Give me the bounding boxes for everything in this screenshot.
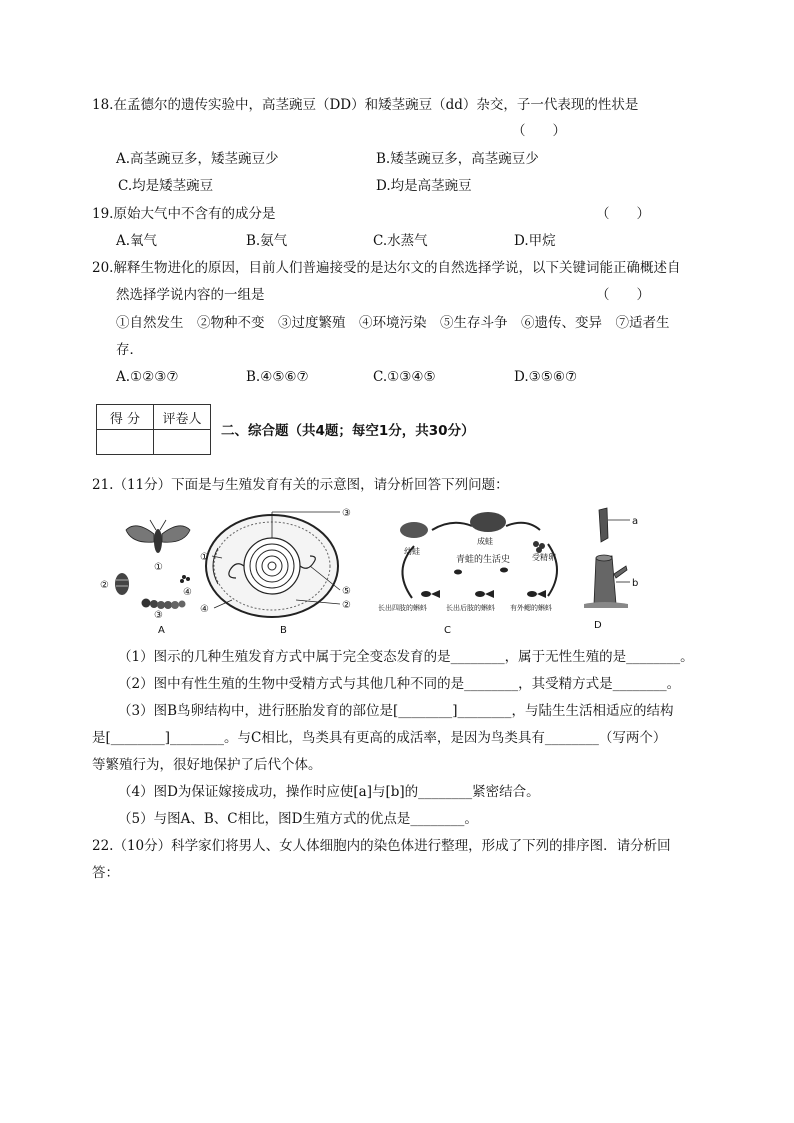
q18-option-b: B.矮茎豌豆多，高茎豌豆少 <box>376 151 539 167</box>
score-cell[interactable] <box>97 430 154 455</box>
q21-part-4: （4）图D为保证嫁接成功，操作时应使[a]与[b]的________紧密结合。 <box>118 784 540 800</box>
q18-option-d: D.均是高茎豌豆 <box>376 178 472 194</box>
grader-label: 评卷人 <box>154 405 211 430</box>
fig-b-num-2: ② <box>342 600 351 611</box>
fig-b-num-1: ① <box>200 552 209 563</box>
q20-option-d: D.③⑤⑥⑦ <box>514 369 578 385</box>
fig-c-young-frog: 幼蛙 <box>404 547 420 556</box>
fig-c-cycle-title: 青蛙的生活史 <box>456 555 511 565</box>
figure-b-bird-egg <box>200 508 351 636</box>
fig-b-num-3: ③ <box>342 508 351 519</box>
fig-a-num-3: ③ <box>154 610 163 621</box>
fig-c-tadpole-gill: 有外鳃的蝌蚪 <box>510 604 552 612</box>
fig-a-num-2: ② <box>100 580 109 591</box>
q20-answer-bracket: （ ） <box>596 287 650 303</box>
fig-d-label-a: a <box>632 516 639 527</box>
figure-d-grafting <box>584 508 638 631</box>
fig-a-num-4: ④ <box>183 587 192 598</box>
q21-part-1: （1）图示的几种生殖发育方式中属于完全变态发育的是________，属于无性生殖的是________。 <box>118 649 694 665</box>
fig-b-num-5: ⑤ <box>342 586 351 597</box>
q22-stem-line2: 答： <box>92 865 119 881</box>
q19-option-a: A.氧气 <box>116 233 158 249</box>
grader-cell[interactable] <box>154 430 211 455</box>
fig-c-label: C <box>444 625 451 636</box>
q21-part-3-line1: （3）图B鸟卵结构中，进行胚胎发育的部位是[________]________，与陆生生活相适应的结构 <box>118 703 674 719</box>
fig-a-num-1: ① <box>154 562 163 573</box>
q21-stem: 21.（11分）下面是与生殖发育有关的示意图，请分析回答下列问题： <box>92 477 509 493</box>
q20-keywords-line2: 存． <box>116 342 143 358</box>
score-box <box>96 404 211 455</box>
figure-c-frog-cycle <box>378 512 557 636</box>
fig-d-label-b: b <box>632 578 639 589</box>
q19-option-b: B.氨气 <box>246 233 288 249</box>
q21-part-3-line3: 等繁殖行为，很好地保护了后代个体。 <box>92 757 322 773</box>
q18-stem: 18.在孟德尔的遗传实验中，高茎豌豆（DD）和矮茎豌豆（dd）杂交，子一代表现的性状是 <box>92 97 639 113</box>
figure-a-silkworm <box>100 520 192 636</box>
q20-keywords-line1: ①自然发生 ②物种不变 ③过度繁殖 ④环境污染 ⑤生存斗争 ⑥遗传、变异 ⑦适者生 <box>116 315 670 331</box>
q21-part-3-line2: 是[________]________。与C相比，鸟类具有更高的成活率，是因为鸟类具有________（写两个） <box>92 730 667 746</box>
q22-stem-line1: 22.（10分）科学家们将男人、女人体细胞内的染色体进行整理，形成了下列的排序图．请分析回 <box>92 838 671 854</box>
q19-option-c: C.水蒸气 <box>373 233 428 249</box>
fig-a-label: A <box>158 625 165 636</box>
q19-option-d: D.甲烷 <box>514 233 556 249</box>
q18-answer-bracket: （ ） <box>512 123 566 139</box>
q20-stem-line2: 然选择学说内容的一组是 <box>116 287 265 303</box>
q20-option-a: A.①②③⑦ <box>116 369 179 385</box>
fig-c-tadpole-4legs: 长出四肢的蝌蚪 <box>378 604 427 612</box>
fig-c-fertilized-egg: 受精卵 <box>532 553 556 562</box>
fig-c-adult-frog: 成蛙 <box>477 537 493 546</box>
q19-stem: 19.原始大气中不含有的成分是 <box>92 206 276 222</box>
reproduction-figure <box>96 500 656 636</box>
q20-option-b: B.④⑤⑥⑦ <box>246 369 309 385</box>
score-label: 得 分 <box>97 405 154 430</box>
q21-part-2: （2）图中有性生殖的生物中受精方式与其他几种不同的是________，其受精方式是________。 <box>118 676 681 692</box>
fig-c-tadpole-hind: 长出后肢的蝌蚪 <box>446 604 495 612</box>
q18-option-a: A.高茎豌豆多，矮茎豌豆少 <box>116 151 279 167</box>
section-2-title: 二、综合题（共4题；每空1分，共30分） <box>221 423 475 439</box>
q20-stem-line1: 20.解释生物进化的原因，目前人们普遍接受的是达尔文的自然选择学说，以下关键词能正确概述自 <box>92 260 681 276</box>
q19-answer-bracket: （ ） <box>596 206 650 222</box>
fig-d-label: D <box>594 620 602 631</box>
q21-part-5: （5）与图A、B、C相比，图D生殖方式的优点是________。 <box>118 811 478 827</box>
q20-option-c: C.①③④⑤ <box>373 369 436 385</box>
q18-option-c: C.均是矮茎豌豆 <box>118 178 214 194</box>
fig-b-label: B <box>280 625 287 636</box>
fig-b-num-4: ④ <box>200 604 209 615</box>
